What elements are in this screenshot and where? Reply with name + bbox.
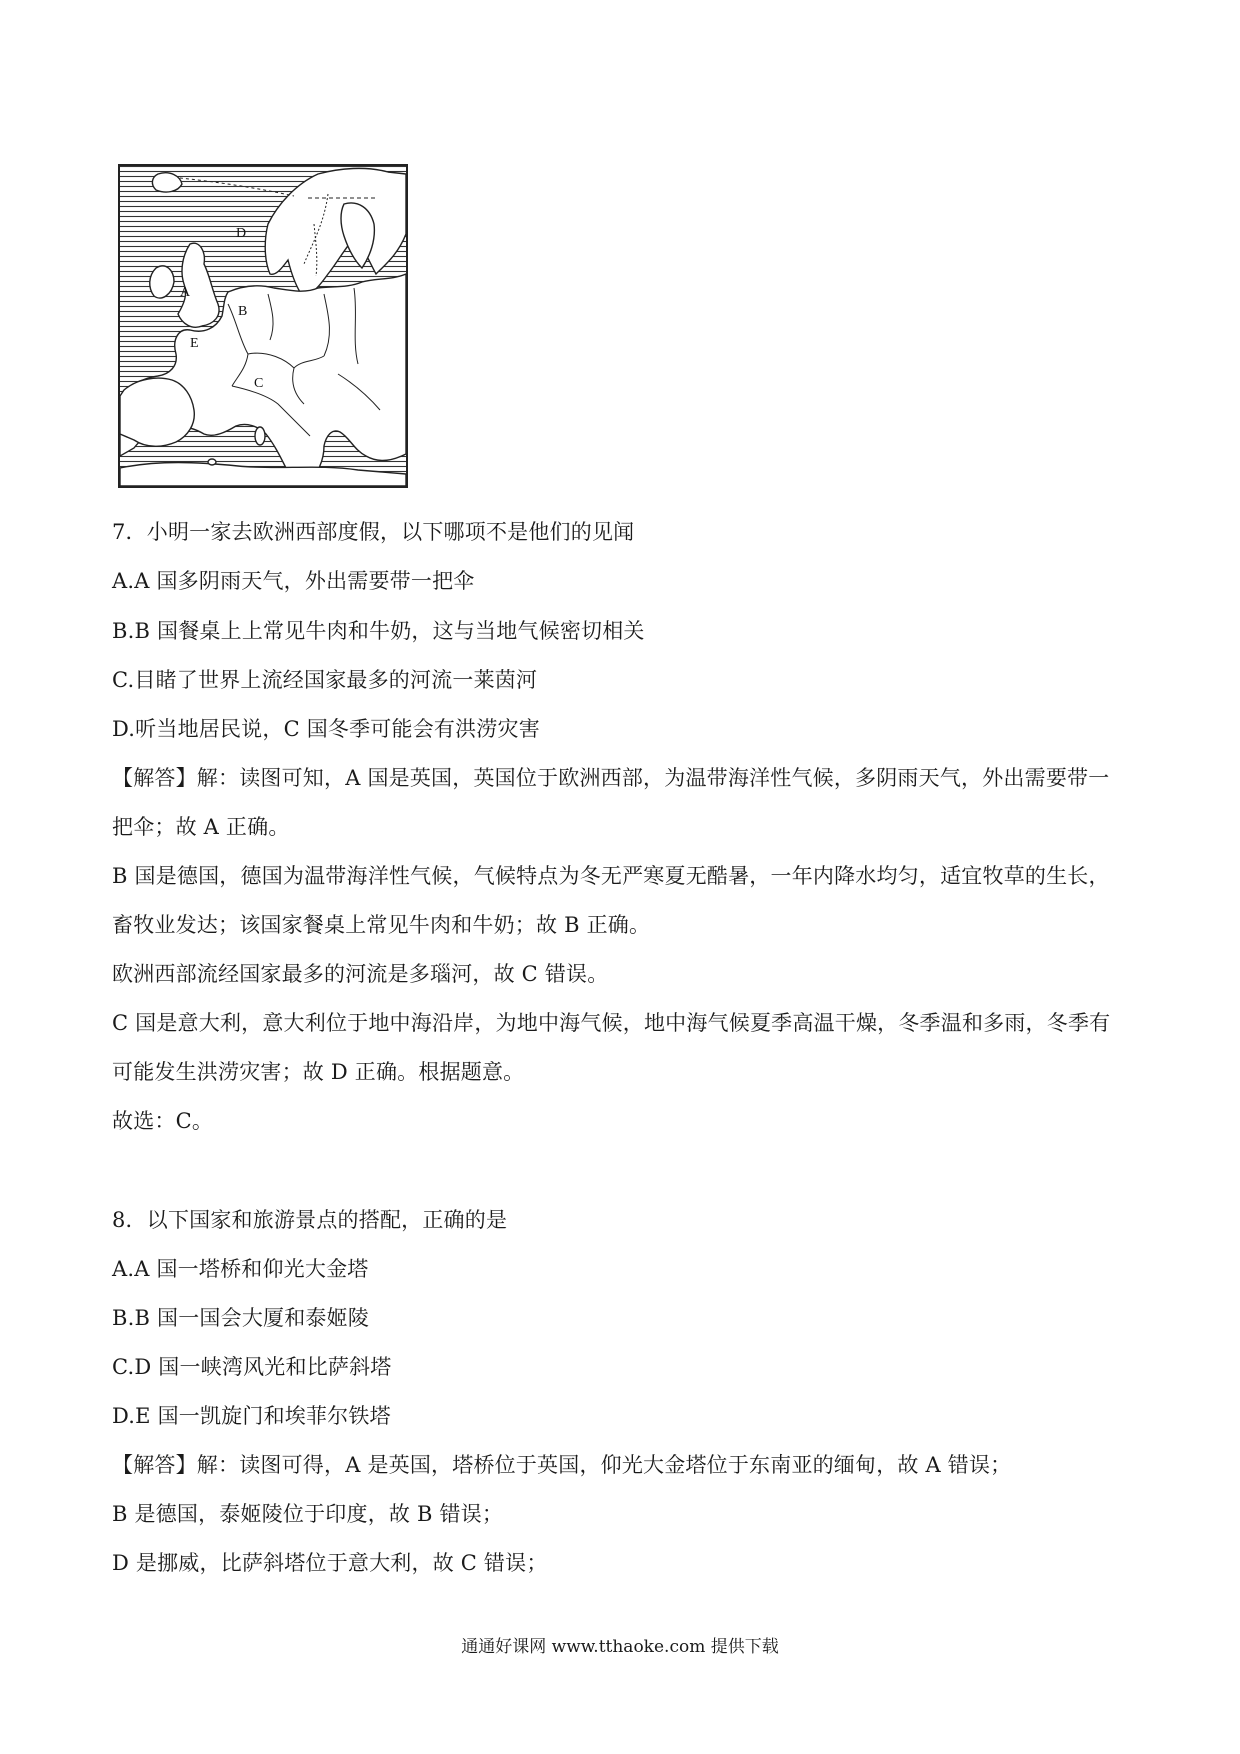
q7-answer-line: 畜牧业发达；该国家餐桌上常见牛肉和牛奶；故 B 正确。	[112, 913, 651, 937]
q8-answer-line: D 是挪威，比萨斜塔位于意大利，故 C 错误；	[112, 1551, 548, 1575]
page-footer: 通通好课网 www.tthaoke.com 提供下载	[461, 1637, 779, 1657]
q7-answer-line: 故选：C。	[112, 1109, 214, 1133]
map-label-d: D	[236, 226, 247, 241]
q7-option-a: A.A 国多阴雨天气，外出需要带一把伞	[112, 569, 475, 593]
q8-option-c: C.D 国一峡湾风光和比萨斜塔	[112, 1355, 392, 1379]
map-label-a: A	[180, 285, 191, 300]
q8-answer-line: B 是德国，泰姬陵位于印度，故 B 错误；	[112, 1502, 504, 1526]
question-7: 7．小明一家去欧洲西部度假，以下哪项不是他们的见闻	[112, 520, 635, 544]
q7-answer-line: 把伞；故 A 正确。	[112, 815, 290, 839]
europe-map-figure	[118, 164, 408, 488]
q7-option-d: D.听当地居民说，C 国冬季可能会有洪涝灾害	[112, 717, 540, 741]
map-land-island	[255, 427, 265, 445]
q7-answer-line: 可能发生洪涝灾害；故 D 正确。根据题意。	[112, 1060, 525, 1084]
q7-answer-line: 欧洲西部流经国家最多的河流是多瑙河，故 C 错误。	[112, 962, 609, 986]
map-land-island	[208, 459, 216, 465]
q7-option-b: B.B 国餐桌上上常见牛肉和牛奶，这与当地气候密切相关	[112, 619, 645, 643]
q8-option-b: B.B 国一国会大厦和泰姬陵	[112, 1306, 370, 1330]
map-land-iberia	[120, 378, 194, 446]
question-8: 8．以下国家和旅游景点的搭配，正确的是	[112, 1208, 508, 1232]
q8-option-a: A.A 国一塔桥和仰光大金塔	[112, 1257, 369, 1281]
q8-option-d: D.E 国一凯旋门和埃菲尔铁塔	[112, 1404, 391, 1428]
map-label-c: C	[254, 376, 264, 391]
q7-option-c: C.目睹了世界上流经国家最多的河流一莱茵河	[112, 668, 538, 692]
q7-answer-line: 【解答】解：读图可知，A 国是英国，英国位于欧洲西部，为温带海洋性气候，多阴雨天气，外出需要带一	[112, 766, 1110, 790]
q7-answer-line: B 国是德国，德国为温带海洋性气候，气候特点为冬无严寒夏无酷暑，一年内降水均匀，适宜牧草的生长，	[112, 864, 1110, 888]
map-label-b: B	[238, 304, 248, 319]
map-label-e: E	[190, 336, 199, 351]
q8-answer-line: 【解答】解：读图可得，A 是英国，塔桥位于英国，仰光大金塔位于东南亚的缅甸，故 A 错误；	[112, 1453, 1012, 1477]
q7-answer-line: C 国是意大利，意大利位于地中海沿岸，为地中海气候，地中海气候夏季高温干燥，冬季温和多雨，冬季有	[112, 1011, 1111, 1035]
